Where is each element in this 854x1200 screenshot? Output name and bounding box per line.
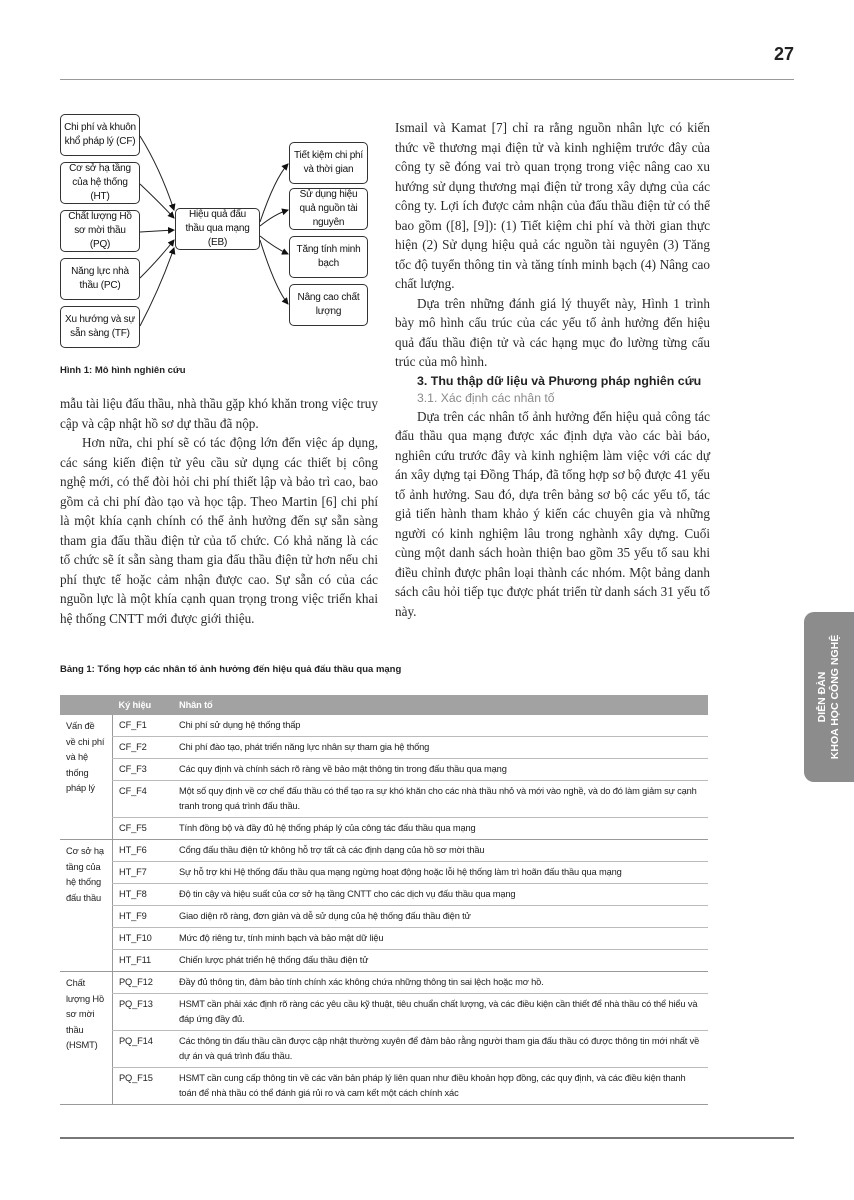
- right-paragraph-2: Dựa trên những đánh giá lý thuyết này, Hình 1 trình bày mô hình cấu trúc của các yếu tố ảnh hưởng đến hiệu quả đấu thầu điện tử và các hạng mục đo lường từng cấu trúc của mô hình.: [395, 295, 710, 369]
- factor-code: CF_F4: [113, 781, 174, 818]
- factor-box-pc: Năng lực nhà thầu (PC): [60, 258, 140, 300]
- table-row: [60, 928, 708, 950]
- arrow-out-3: [260, 236, 288, 254]
- benefit-box-2: Sử dụng hiệu quả nguồn tài nguyên: [289, 188, 368, 230]
- factor-description: Các thông tin đấu thầu cần được cập nhật thường xuyên để đảm bảo rằng người tham gia đấu thầu có được thông tin mới nhất về dự án và quá trình đấu thầu.: [173, 1031, 708, 1068]
- factor-box-tf: Xu hướng và sự sẵn sàng (TF): [60, 306, 140, 348]
- factor-code: HT_F7: [113, 862, 174, 884]
- factor-description: Chiến lược phát triển hệ thống đấu thầu điện tử: [173, 950, 708, 972]
- benefit-box-1: Tiết kiệm chi phí và thời gian: [289, 142, 368, 184]
- factor-description: Chi phí sử dụng hệ thống thấp: [173, 715, 708, 737]
- factor-code: HT_F6: [113, 840, 174, 862]
- header-rule: [60, 79, 794, 80]
- factor-code: PQ_F14: [113, 1031, 174, 1068]
- research-model-diagram: [60, 108, 380, 358]
- side-tab-line-1: DIỄN ĐÀN: [816, 671, 828, 723]
- table-row: [60, 950, 708, 972]
- benefit-box-4: Nâng cao chất lượng: [289, 284, 368, 326]
- factor-description: HSMT cần phải xác định rõ ràng các yêu cầu kỹ thuật, tiêu chuẩn chất lượng, và các điều kiện cần thiết để nhà thầu có thể hiểu và đáp ứng đầy đủ.: [173, 994, 708, 1031]
- factor-code: HT_F8: [113, 884, 174, 906]
- factor-description: Một số quy định về cơ chế đấu thầu có thể tạo ra sự khó khăn cho các nhà thầu nhỏ và mới vào nghề, và do đó làm giảm sự cạnh tranh trong quá trình đấu thầu.: [173, 781, 708, 818]
- factor-description: Độ tin cậy và hiệu suất của cơ sở hạ tầng CNTT cho các dịch vụ đấu thầu qua mạng: [173, 884, 708, 906]
- factor-code: HT_F9: [113, 906, 174, 928]
- factor-description: Tính đồng bộ và đầy đủ hệ thống pháp lý của công tác đấu thầu qua mạng: [173, 818, 708, 840]
- table-row: [60, 759, 708, 781]
- left-paragraph-2: Hơn nữa, chi phí sẽ có tác động lớn đến việc áp dụng, các sáng kiến điện tử yêu cầu sử dụng các thiết bị công nghệ mới, có thể đòi hỏi chi phí thiết lập và bảo trì cao, bao gồm cả chi phí đào tạo và học tập. Theo Martin [6] chi phí là một khía cạnh chính có thể ảnh hưởng đến sự sẵn sàng tham gia đấu thầu điện tử của tổ chức. Có khả năng là các tổ chức sẽ ít sẵn sàng tham gia đấu thầu điện tử hơn nếu chi phí thực tế hoặc cảm nhận được cao. Sự sẵn có của các nguồn lực là một khía cạnh quan trọng trong việc triển khai hệ thống CNTT mới được giới thiệu.: [60, 435, 378, 626]
- factor-description: Cổng đấu thầu điện tử không hỗ trợ tất cả các định dạng của hồ sơ mời thầu: [173, 840, 708, 862]
- arrow-cf: [140, 136, 174, 210]
- factor-code: HT_F10: [113, 928, 174, 950]
- side-tab-label: [816, 635, 842, 759]
- table-row: [60, 1031, 708, 1068]
- table-row: [60, 840, 708, 862]
- factor-description: Chi phí đào tạo, phát triển năng lực nhân sự tham gia hệ thống: [173, 737, 708, 759]
- benefit-box-3: Tăng tính minh bạch: [289, 236, 368, 278]
- factor-code: CF_F2: [113, 737, 174, 759]
- header-factor: Nhân tố: [173, 695, 708, 715]
- table-row: [60, 884, 708, 906]
- page-number: 27: [773, 44, 794, 64]
- arrow-ht: [140, 184, 174, 218]
- outcome-box-eb: Hiệu quả đấu thầu qua mạng (EB): [175, 208, 260, 250]
- table-header-row: [60, 695, 708, 715]
- table-row: [60, 737, 708, 759]
- subsection-heading: 3.1. Xác định các nhân tố: [417, 390, 555, 405]
- table-row: [60, 994, 708, 1031]
- left-paragraph-1: mẫu tài liệu đấu thầu, nhà thầu gặp khó khăn trong việc truy cập và cập nhật hồ sơ dự thầu đã nộp.: [60, 396, 378, 431]
- factor-code: CF_F3: [113, 759, 174, 781]
- factor-box-ht: Cơ sở hạ tầng của hệ thống (HT): [60, 162, 140, 204]
- factor-description: Mức độ riêng tư, tính minh bạch và bảo mật dữ liệu: [173, 928, 708, 950]
- factor-code: CF_F5: [113, 818, 174, 840]
- factor-description: HSMT cần cung cấp thông tin về các văn bản pháp lý liên quan như điều khoản hợp đồng, các quy định, và các điều kiện thanh toán để nhà thầu có thể đánh giá rủi ro và cam kết một cách chính xác: [173, 1068, 708, 1105]
- right-column-text: [395, 118, 710, 621]
- factor-description: Giao diện rõ ràng, đơn giản và dễ sử dụng của hệ thống đấu thầu điện tử: [173, 906, 708, 928]
- group-label: Chất lượng Hồ sơ mời thầu (HSMT): [60, 972, 113, 1105]
- table-caption: Bảng 1: Tổng hợp các nhân tố ảnh hưởng đến hiệu quả đấu thầu qua mạng: [60, 664, 402, 675]
- table-row: [60, 781, 708, 818]
- figure-caption: Hình 1: Mô hình nghiên cứu: [60, 365, 186, 376]
- factor-description: Sự hỗ trợ khi Hệ thống đấu thầu qua mạng ngừng hoạt động hoặc lỗi hệ thống làm trì hoãn đấu thầu qua mạng: [173, 862, 708, 884]
- factor-box-cf: Chi phí và khuôn khổ pháp lý (CF): [60, 114, 140, 156]
- factor-code: PQ_F15: [113, 1068, 174, 1105]
- factor-code: CF_F1: [113, 715, 174, 737]
- arrow-pq: [140, 230, 174, 232]
- factors-table: [60, 695, 708, 1105]
- table-row: [60, 972, 708, 994]
- table-row: [60, 1068, 708, 1105]
- side-tab-line-2: KHOA HỌC CÔNG NGHỆ: [829, 634, 841, 760]
- factor-description: Đầy đủ thông tin, đảm bảo tính chính xác không chứa những thông tin sai lệch hoặc mơ hồ.: [173, 972, 708, 994]
- header-code: Ký hiệu: [113, 695, 174, 715]
- factor-code: PQ_F13: [113, 994, 174, 1031]
- arrow-pc: [140, 240, 174, 278]
- table-row: [60, 862, 708, 884]
- right-paragraph-1: Ismail và Kamat [7] chỉ ra rằng nguồn nhân lực có kiến thức về thương mại điện tử và kinh nghiệm trước đây của công ty sẽ đóng vai trò quan trọng trong việc nâng cao xu hướng sử dụng thương mại điện tử trong xây dựng của các công ty. Lợi ích được cảm nhận của đấu thầu điện tử có thể bao gồm ([8], [9]): (1) Tiết kiệm chi phí và thời gian thực hiện (2) Sử dụng hiệu quả các nguồn tài nguyên (3) Tăng tốc độ tuyển thông tin và tăng tính minh bạch (4) Nâng cao chất lượng.: [395, 120, 710, 291]
- table-row: [60, 906, 708, 928]
- right-paragraph-3: Dựa trên các nhân tố ảnh hưởng đến hiệu quả công tác đấu thầu qua mạng được xác định dựa vào các bài báo, nghiên cứu trước đây và kinh nghiệm làm việc với các dự án xây dựng tại Đồng Tháp, đã tổng hợp sơ bộ được 41 yếu tố ảnh hưởng. Sau đó, dựa trên bảng sơ bộ các yếu tố, tác giả tiến hành tham khảo ý kiến các chuyên gia và những người có kinh nghiệm lâu trong nghành xây dựng. Cuối cùng một danh sách hoàn thiện bao gồm 35 yếu tố sau khi điều chỉnh được phân loại thành các nhóm. Một bảng danh sách câu hỏi tiếp tục được phát triển từ danh sách 31 yếu tố này.: [395, 408, 710, 619]
- arrow-out-2: [260, 210, 288, 226]
- footer-rule: [60, 1137, 794, 1139]
- section-heading: 3. Thu thập dữ liệu và Phương pháp nghiên cứu: [417, 373, 702, 388]
- arrow-out-4: [260, 240, 288, 304]
- factor-code: PQ_F12: [113, 972, 174, 994]
- header-group: [60, 695, 113, 715]
- arrow-out-1: [260, 164, 288, 222]
- table-row: [60, 715, 708, 737]
- group-label: Cơ sở hạ tầng của hệ thống đấu thầu: [60, 840, 113, 972]
- factor-description: Các quy định và chính sách rõ ràng về bảo mật thông tin trong đấu thầu qua mạng: [173, 759, 708, 781]
- table-body: [60, 715, 708, 1105]
- group-label: Vấn đề về chi phí và hệ thống pháp lý: [60, 715, 113, 840]
- factor-code: HT_F11: [113, 950, 174, 972]
- left-column-text: [60, 394, 378, 628]
- factor-box-pq: Chất lượng Hồ sơ mời thầu (PQ): [60, 210, 140, 252]
- table-row: [60, 818, 708, 840]
